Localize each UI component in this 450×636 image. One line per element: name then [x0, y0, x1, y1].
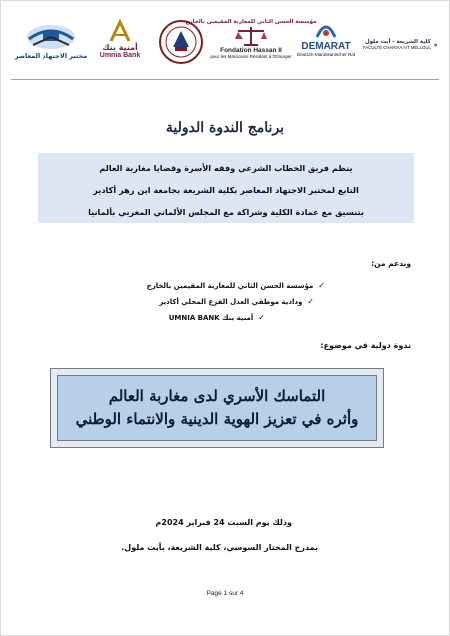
university-seal: [153, 19, 209, 71]
topic-frame: [50, 368, 384, 448]
topic-line-2: وأثره في تعزيز الهوية الدينية والانتماء الوطني: [75, 410, 359, 428]
faculty-emblem-icon: [434, 32, 437, 58]
supporter-item: [169, 313, 265, 322]
seal-icon: [158, 19, 204, 65]
page-number: Page 1 sur 4: [206, 590, 244, 597]
faculty-latin: FACULTÉ CHARIAA AIT MELLOUL: [363, 45, 431, 50]
supporter-label: مؤسسة الحسن الثاني للمغاربة المقيمين بالخارج: [146, 282, 314, 290]
hassan-arabic: مؤسسة الحسن الثاني للمغاربة المقيمين بالخارج: [185, 19, 317, 25]
support-label: وبدعم من:: [371, 259, 411, 268]
lab-logo: [14, 19, 88, 71]
topic-line-1: التماسك الأسري لدى مغاربة العالم: [108, 387, 326, 405]
faculty-arabic: كلية الشريعة - أيت ملول: [364, 39, 431, 45]
hassan-latin: Fondation Hassan II: [220, 47, 282, 54]
demarat-name: DEMARAT: [301, 41, 351, 52]
demarat-sub: Deutsch-Marokkanischer Rat: [296, 52, 356, 57]
topic-box: [57, 375, 377, 441]
scales-icon: [234, 25, 268, 47]
topic-label: ندوة دولية في موضوع:: [320, 341, 411, 350]
event-date: وذلك يوم السبت 24 فبراير 2024م: [155, 518, 292, 527]
header-divider: [11, 79, 439, 80]
umnia-latin: Umnia Bank: [99, 52, 141, 59]
demarat-mark-icon: [313, 19, 339, 41]
page-title: برنامج الندوة الدولية: [165, 120, 285, 136]
umnia-bank-logo: [89, 19, 151, 71]
faculty-logo: [363, 19, 437, 71]
supporter-label: أمنية بنك UMNIA BANK: [168, 314, 254, 322]
hassan-ii-foundation-logo: [185, 19, 317, 71]
organizer-line-3: بتنسيق مع عمادة الكلية وشراكة مع المجلس الألماني المغربي بألمانيا: [88, 207, 364, 217]
supporter-label: ودادية موظفي العدل الفرع المحلي أكادير: [159, 298, 303, 306]
demarat-logo: [293, 19, 359, 71]
checkmark-icon: ✓: [258, 313, 265, 322]
supporter-item: [159, 297, 314, 306]
umnia-arabic: أمنية بنك: [102, 43, 138, 52]
book-icon: [21, 19, 81, 53]
lab-logo-caption: مختبر الاجتهاد المعاصر: [14, 52, 88, 60]
organizer-box: [38, 153, 414, 223]
umnia-mark-icon: [105, 19, 135, 43]
event-venue: بمدرج المختار السوسي، كلية الشريعة، بأيت ملول.: [121, 543, 318, 552]
hassan-sub: pour les Marocains Résidant à l'Étranger: [210, 54, 292, 59]
supporter-item: [147, 281, 325, 290]
organizer-line-1: ينظم فريق الخطاب الشرعي وفقه الأسرة وقضايا مغاربة العالم: [99, 163, 353, 173]
organizer-line-2: التابع لمختبر الاجتهاد المعاصر بكلية الشريعة بجامعة ابن زهر أكادير: [93, 185, 359, 195]
checkmark-icon: ✓: [307, 297, 314, 306]
checkmark-icon: ✓: [318, 281, 325, 290]
